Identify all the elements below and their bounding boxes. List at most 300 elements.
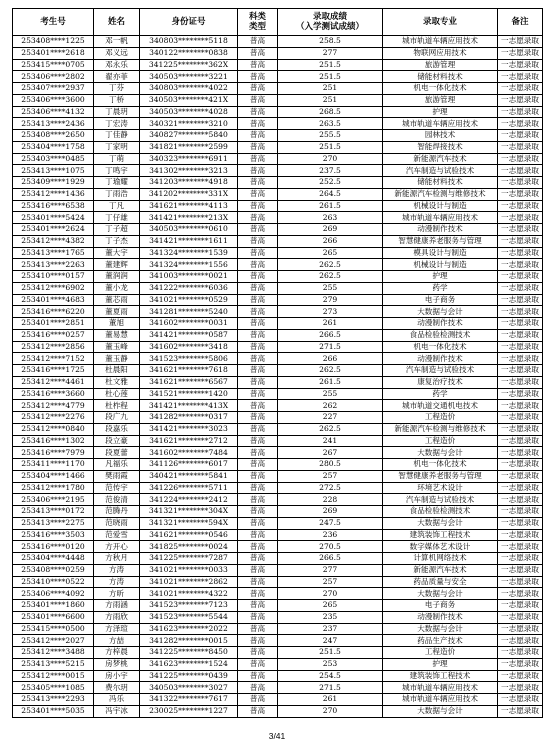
cell-remark: 一志愿录取 (498, 412, 543, 424)
cell-score: 228 (278, 494, 383, 506)
table-row (13, 318, 543, 330)
table-row (13, 506, 543, 518)
table-row (13, 647, 543, 659)
table-row (13, 400, 543, 412)
cell-category: 普高 (238, 635, 278, 647)
cell-score: 273 (278, 306, 383, 318)
cell-id-number: 341225********8450 (140, 647, 238, 659)
cell-score: 251.5 (278, 647, 383, 659)
cell-major: 园林技术 (383, 130, 498, 142)
cell-id-number: 341302********3213 (140, 165, 238, 177)
cell-id-number: 341003********0021 (140, 271, 238, 283)
cell-name: 邓义远 (94, 47, 140, 59)
cell-name: 房梦桃 (94, 658, 140, 670)
cell-exam-number: 253408****0259 (13, 564, 94, 576)
cell-score: 266 (278, 235, 383, 247)
cell-name: 丁宏涛 (94, 118, 140, 130)
cell-remark: 一志愿录取 (498, 188, 543, 200)
cell-score: 265 (278, 247, 383, 259)
table-row (13, 529, 543, 541)
cell-score: 241 (278, 435, 383, 447)
cell-remark: 一志愿录取 (498, 94, 543, 106)
cell-major: 大数据与会计 (383, 705, 498, 717)
cell-remark: 一志愿录取 (498, 306, 543, 318)
cell-score: 263 (278, 212, 383, 224)
table-row (13, 682, 543, 694)
cell-remark: 一志愿录取 (498, 588, 543, 600)
cell-name: 丁芬 (94, 83, 140, 95)
cell-name: 杜文雅 (94, 376, 140, 388)
cell-major: 旅游管理 (383, 59, 498, 71)
header-remark: 备注 (498, 9, 543, 36)
cell-name: 董小龙 (94, 282, 140, 294)
cell-major: 大数据与会计 (383, 623, 498, 635)
cell-exam-number: 253401****5424 (13, 212, 94, 224)
cell-remark: 一志愿录取 (498, 71, 543, 83)
cell-id-number: 341021********0529 (140, 294, 238, 306)
cell-id-number: 341421********1611 (140, 235, 238, 247)
cell-remark: 一志愿录取 (498, 341, 543, 353)
cell-major: 大数据与会计 (383, 517, 498, 529)
cell-id-number: 341224********2412 (140, 494, 238, 506)
cell-exam-number: 253406****4092 (13, 588, 94, 600)
cell-remark: 一志愿录取 (498, 670, 543, 682)
page-number: 3/41 (268, 731, 286, 741)
cell-score: 266.5 (278, 329, 383, 341)
cell-remark: 一志愿录取 (498, 541, 543, 553)
cell-major: 建筑装饰工程技术 (383, 529, 498, 541)
table-row (13, 705, 543, 717)
cell-remark: 一志愿录取 (498, 576, 543, 588)
cell-major: 动漫制作技术 (383, 611, 498, 623)
cell-name: 杜心莲 (94, 388, 140, 400)
table-row (13, 376, 543, 388)
cell-major: 大数据与会计 (383, 588, 498, 600)
cell-major: 药学 (383, 282, 498, 294)
cell-major: 工程造价 (383, 412, 498, 424)
cell-remark: 一志愿录取 (498, 259, 543, 271)
cell-remark: 一志愿录取 (498, 600, 543, 612)
cell-exam-number: 253410****0522 (13, 576, 94, 588)
cell-id-number: 340803********5118 (140, 36, 238, 48)
admission-table (12, 8, 543, 718)
cell-id-number: 340503********421X (140, 94, 238, 106)
cell-exam-number: 253401****2624 (13, 224, 94, 236)
cell-category: 普高 (238, 658, 278, 670)
cell-name: 董润润 (94, 271, 140, 283)
cell-major: 城市轨道车辆应用技术 (383, 694, 498, 706)
cell-name: 方开心 (94, 541, 140, 553)
cell-exam-number: 253416****0120 (13, 541, 94, 553)
cell-exam-number: 253416****7979 (13, 447, 94, 459)
cell-remark: 一志愿录取 (498, 647, 543, 659)
cell-id-number: 341021********2862 (140, 576, 238, 588)
cell-remark: 一志愿录取 (498, 271, 543, 283)
cell-category: 普高 (238, 71, 278, 83)
cell-score: 266.5 (278, 553, 383, 565)
cell-score: 269 (278, 224, 383, 236)
table-row (13, 188, 543, 200)
cell-remark: 一志愿录取 (498, 623, 543, 635)
cell-score: 258.5 (278, 36, 383, 48)
cell-id-number: 341126********6017 (140, 459, 238, 471)
cell-id-number: 230025********1227 (140, 705, 238, 717)
cell-exam-number: 253416****3503 (13, 529, 94, 541)
cell-name: 丁桥 (94, 94, 140, 106)
table-row (13, 247, 543, 259)
cell-id-number: 341621********0546 (140, 529, 238, 541)
cell-score: 255.5 (278, 130, 383, 142)
cell-category: 普高 (238, 118, 278, 130)
cell-score: 253 (278, 658, 383, 670)
cell-name: 范俊清 (94, 494, 140, 506)
cell-category: 普高 (238, 506, 278, 518)
cell-category: 普高 (238, 412, 278, 424)
cell-id-number: 341282********0015 (140, 635, 238, 647)
table-row (13, 36, 543, 48)
cell-name: 董旭 (94, 318, 140, 330)
cell-category: 普高 (238, 212, 278, 224)
cell-name: 方秋月 (94, 553, 140, 565)
cell-exam-number: 253407****2937 (13, 83, 94, 95)
cell-major: 护理 (383, 658, 498, 670)
table-row (13, 165, 543, 177)
cell-category: 普高 (238, 153, 278, 165)
cell-score: 247 (278, 635, 383, 647)
cell-score: 266 (278, 353, 383, 365)
cell-id-number: 341021********4322 (140, 588, 238, 600)
table-row (13, 306, 543, 318)
table-row (13, 83, 543, 95)
table-row (13, 412, 543, 424)
cell-id-number: 341324********1556 (140, 259, 238, 271)
cell-score: 255 (278, 388, 383, 400)
cell-category: 普高 (238, 130, 278, 142)
cell-major: 数字媒体艺术设计 (383, 541, 498, 553)
cell-score: 257 (278, 576, 383, 588)
cell-name: 董大宇 (94, 247, 140, 259)
table-row (13, 459, 543, 471)
header-score: 录取成绩 （入学测试成绩） (278, 9, 383, 36)
cell-remark: 一志愿录取 (498, 423, 543, 435)
cell-score: 235 (278, 611, 383, 623)
cell-exam-number: 253413****1075 (13, 165, 94, 177)
cell-name: 范爱雪 (94, 529, 140, 541)
cell-category: 普高 (238, 106, 278, 118)
cell-score: 251 (278, 83, 383, 95)
table-row (13, 200, 543, 212)
cell-id-number: 341021********0033 (140, 564, 238, 576)
header-row (13, 9, 543, 36)
cell-score: 261 (278, 318, 383, 330)
cell-name: 董易慧 (94, 329, 140, 341)
cell-category: 普高 (238, 224, 278, 236)
cell-id-number: 341523********7123 (140, 600, 238, 612)
cell-remark: 一志愿录取 (498, 153, 543, 165)
cell-exam-number: 253416****3660 (13, 388, 94, 400)
cell-major: 智能焊接技术 (383, 141, 498, 153)
cell-name: 段广九 (94, 412, 140, 424)
cell-id-number: 341421********413X (140, 400, 238, 412)
cell-exam-number: 253401****1860 (13, 600, 94, 612)
cell-name: 丁晨玥 (94, 106, 140, 118)
cell-score: 251.5 (278, 141, 383, 153)
cell-exam-number: 253413****2436 (13, 118, 94, 130)
cell-id-number: 340827********5840 (140, 130, 238, 142)
cell-remark: 一志愿录取 (498, 130, 543, 142)
cell-category: 普高 (238, 259, 278, 271)
cell-exam-number: 253408****1225 (13, 36, 94, 48)
cell-remark: 一志愿录取 (498, 318, 543, 330)
cell-category: 普高 (238, 447, 278, 459)
cell-exam-number: 253412****4382 (13, 235, 94, 247)
cell-major: 环境艺术设计 (383, 482, 498, 494)
cell-category: 普高 (238, 553, 278, 565)
cell-score: 257 (278, 470, 383, 482)
cell-remark: 一志愿录取 (498, 83, 543, 95)
cell-remark: 一志愿录取 (498, 59, 543, 71)
header-name: 姓名 (94, 9, 140, 36)
cell-id-number: 341281********5240 (140, 306, 238, 318)
cell-category: 普高 (238, 318, 278, 330)
cell-score: 270 (278, 588, 383, 600)
cell-category: 普高 (238, 36, 278, 48)
cell-remark: 一志愿录取 (498, 177, 543, 189)
cell-name: 丁萌 (94, 153, 140, 165)
cell-category: 普高 (238, 670, 278, 682)
cell-id-number: 341602********3418 (140, 341, 238, 353)
cell-exam-number: 253413****0172 (13, 506, 94, 518)
cell-exam-number: 253412****4779 (13, 400, 94, 412)
cell-exam-number: 253413****2275 (13, 517, 94, 529)
cell-exam-number: 253401****4683 (13, 294, 94, 306)
cell-major: 智慧健康养老服务与管理 (383, 470, 498, 482)
cell-category: 普高 (238, 165, 278, 177)
cell-remark: 一志愿录取 (498, 447, 543, 459)
cell-id-number: 341322********7617 (140, 694, 238, 706)
cell-major: 机械设计与制造 (383, 259, 498, 271)
cell-exam-number: 253416****6220 (13, 306, 94, 318)
cell-major: 城市轨道交通机电技术 (383, 400, 498, 412)
cell-id-number: 340421********5841 (140, 470, 238, 482)
cell-score: 261.5 (278, 376, 383, 388)
table-row (13, 235, 543, 247)
cell-name: 翟亦菲 (94, 71, 140, 83)
cell-remark: 一志愿录取 (498, 36, 543, 48)
cell-id-number: 341324********1539 (140, 247, 238, 259)
cell-category: 普高 (238, 482, 278, 494)
cell-score: 270.5 (278, 541, 383, 553)
table-row (13, 141, 543, 153)
cell-category: 普高 (238, 294, 278, 306)
cell-major: 工程造价 (383, 435, 498, 447)
cell-remark: 一志愿录取 (498, 141, 543, 153)
cell-id-number: 340503********4028 (140, 106, 238, 118)
cell-exam-number: 253415****0500 (13, 623, 94, 635)
cell-score: 251 (278, 94, 383, 106)
table-row (13, 611, 543, 623)
cell-id-number: 341321********594X (140, 517, 238, 529)
cell-major: 护理 (383, 106, 498, 118)
cell-major: 模具设计与制造 (383, 247, 498, 259)
cell-remark: 一志愿录取 (498, 553, 543, 565)
cell-name: 段嘉乐 (94, 423, 140, 435)
cell-name: 董玉峰 (94, 341, 140, 353)
cell-id-number: 341602********7484 (140, 447, 238, 459)
cell-score: 261.5 (278, 200, 383, 212)
cell-id-number: 341523********5806 (140, 353, 238, 365)
cell-exam-number: 253412****4461 (13, 376, 94, 388)
cell-remark: 一志愿录取 (498, 106, 543, 118)
table-row (13, 388, 543, 400)
cell-name: 方泽瑄 (94, 623, 140, 635)
cell-category: 普高 (238, 47, 278, 59)
cell-name: 费尔玥 (94, 682, 140, 694)
cell-category: 普高 (238, 353, 278, 365)
cell-score: 264.5 (278, 188, 383, 200)
cell-exam-number: 253413****2293 (13, 694, 94, 706)
cell-name: 丁子杰 (94, 235, 140, 247)
cell-category: 普高 (238, 682, 278, 694)
cell-major: 动漫制作技术 (383, 318, 498, 330)
cell-major: 物联网应用技术 (383, 47, 498, 59)
header-exam-number: 考生号 (13, 9, 94, 36)
cell-id-number: 340321********3210 (140, 118, 238, 130)
cell-score: 265 (278, 600, 383, 612)
cell-id-number: 341621********7618 (140, 365, 238, 377)
cell-score: 255 (278, 282, 383, 294)
cell-score: 247.5 (278, 517, 383, 529)
table-row (13, 47, 543, 59)
cell-major: 储能材料技术 (383, 177, 498, 189)
cell-category: 普高 (238, 177, 278, 189)
cell-category: 普高 (238, 647, 278, 659)
cell-score: 270 (278, 705, 383, 717)
cell-name: 方雨欣 (94, 611, 140, 623)
cell-score: 269 (278, 506, 383, 518)
cell-remark: 一志愿录取 (498, 435, 543, 447)
table-row (13, 353, 543, 365)
table-row (13, 482, 543, 494)
cell-major: 机械设计与制造 (383, 200, 498, 212)
cell-exam-number: 253416****6538 (13, 200, 94, 212)
table-row (13, 541, 543, 553)
cell-major: 城市轨道车辆应用技术 (383, 36, 498, 48)
cell-remark: 一志愿录取 (498, 365, 543, 377)
table-row (13, 600, 543, 612)
cell-id-number: 341202********331X (140, 188, 238, 200)
cell-exam-number: 253412****0840 (13, 423, 94, 435)
cell-remark: 一志愿录取 (498, 682, 543, 694)
table-row (13, 694, 543, 706)
cell-major: 智慧健康养老服务与管理 (383, 235, 498, 247)
cell-major: 建筑装饰工程技术 (383, 670, 498, 682)
cell-remark: 一志愿录取 (498, 282, 543, 294)
cell-major: 机电一体化技术 (383, 83, 498, 95)
cell-remark: 一志愿录取 (498, 200, 543, 212)
cell-id-number: 341621********6567 (140, 376, 238, 388)
cell-category: 普高 (238, 94, 278, 106)
cell-remark: 一志愿录取 (498, 400, 543, 412)
cell-id-number: 341825********0024 (140, 541, 238, 553)
cell-category: 普高 (238, 376, 278, 388)
cell-exam-number: 253406****2802 (13, 71, 94, 83)
cell-exam-number: 253404****1758 (13, 141, 94, 153)
cell-exam-number: 253412****1780 (13, 482, 94, 494)
cell-exam-number: 253412****7152 (13, 353, 94, 365)
cell-category: 普高 (238, 435, 278, 447)
cell-id-number: 341523********5544 (140, 611, 238, 623)
cell-category: 普高 (238, 541, 278, 553)
table-row (13, 259, 543, 271)
cell-name: 房小宇 (94, 670, 140, 682)
cell-score: 271.5 (278, 341, 383, 353)
cell-score: 237.5 (278, 165, 383, 177)
cell-major: 电子商务 (383, 600, 498, 612)
cell-remark: 一志愿录取 (498, 705, 543, 717)
table-row (13, 106, 543, 118)
cell-category: 普高 (238, 576, 278, 588)
cell-score: 251.5 (278, 59, 383, 71)
table-row (13, 670, 543, 682)
cell-major: 电子商务 (383, 294, 498, 306)
cell-exam-number: 253412****3488 (13, 647, 94, 659)
cell-name: 丁仔雄 (94, 212, 140, 224)
header-major: 录取专业 (383, 9, 498, 36)
cell-name: 丁子超 (94, 224, 140, 236)
cell-category: 普高 (238, 600, 278, 612)
cell-exam-number: 253413****2263 (13, 259, 94, 271)
table-row (13, 177, 543, 189)
cell-remark: 一志愿录取 (498, 165, 543, 177)
cell-major: 城市轨道车辆应用技术 (383, 682, 498, 694)
cell-name: 董夏雨 (94, 306, 140, 318)
cell-name: 段夏蕾 (94, 447, 140, 459)
cell-exam-number: 253406****2195 (13, 494, 94, 506)
cell-exam-number: 253406****3600 (13, 94, 94, 106)
cell-category: 普高 (238, 564, 278, 576)
cell-exam-number: 253416****1302 (13, 435, 94, 447)
cell-name: 董芯雨 (94, 294, 140, 306)
cell-category: 普高 (238, 141, 278, 153)
cell-name: 丁凡 (94, 200, 140, 212)
cell-name: 方雨涵 (94, 600, 140, 612)
cell-remark: 一志愿录取 (498, 388, 543, 400)
cell-score: 271.5 (278, 682, 383, 694)
cell-name: 杜晨阳 (94, 365, 140, 377)
cell-id-number: 341521********1420 (140, 388, 238, 400)
table-row (13, 517, 543, 529)
cell-remark: 一志愿录取 (498, 470, 543, 482)
cell-major: 药学 (383, 388, 498, 400)
cell-remark: 一志愿录取 (498, 329, 543, 341)
table-row (13, 282, 543, 294)
cell-name: 杜柞程 (94, 400, 140, 412)
cell-score: 262.5 (278, 365, 383, 377)
cell-remark: 一志愿录取 (498, 118, 543, 130)
cell-exam-number: 253406****4132 (13, 106, 94, 118)
table-row (13, 365, 543, 377)
table-row (13, 423, 543, 435)
cell-major: 机电一体化技术 (383, 341, 498, 353)
cell-major: 食品检验检测技术 (383, 506, 498, 518)
cell-remark: 一志愿录取 (498, 506, 543, 518)
cell-category: 普高 (238, 705, 278, 717)
cell-id-number: 341421********213X (140, 212, 238, 224)
table-row (13, 212, 543, 224)
cell-score: 262.5 (278, 423, 383, 435)
cell-score: 227 (278, 412, 383, 424)
